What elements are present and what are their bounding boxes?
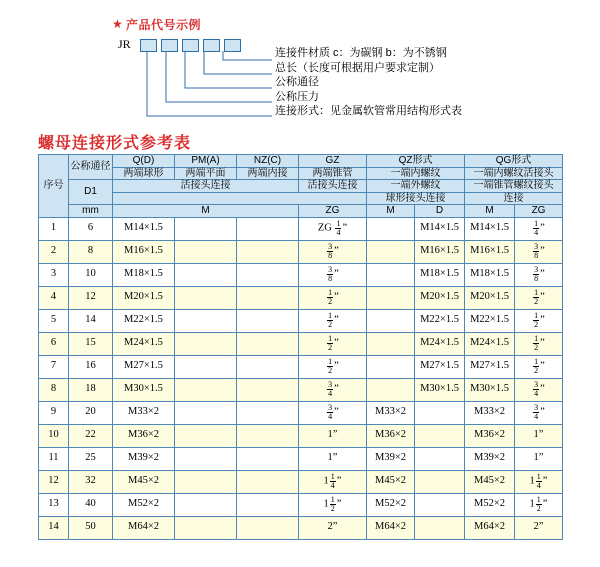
cell-qg-m: M64×2	[465, 516, 515, 539]
table-row	[39, 332, 563, 355]
cell-qz-m	[367, 378, 415, 401]
cell-qg-zg: $\frac{3}{8}$ ”	[515, 263, 563, 286]
cell-gz: $\frac{3}{4}$ ”	[299, 378, 367, 401]
cell-qg-m: M45×2	[465, 470, 515, 493]
cell-index: 5	[39, 309, 69, 332]
cell-dn: 10	[69, 263, 113, 286]
cell-qz-d: M27×1.5	[415, 355, 465, 378]
cell-qz-m: M52×2	[367, 493, 415, 516]
table-row	[39, 493, 563, 516]
cell-q: M39×2	[113, 447, 175, 470]
table-row	[39, 286, 563, 309]
cell-gz: $\frac{3}{4}$ ”	[299, 401, 367, 424]
cell-dn: 6	[69, 217, 113, 240]
cell-pm	[175, 286, 237, 309]
cell-qz-d	[415, 493, 465, 516]
cell-dn: 40	[69, 493, 113, 516]
cell-dn: 8	[69, 240, 113, 263]
cell-nz	[237, 240, 299, 263]
cell-qz-m: M39×2	[367, 447, 415, 470]
cell-index: 13	[39, 493, 69, 516]
cell-qz-m	[367, 263, 415, 286]
cell-gz: 1”	[299, 447, 367, 470]
cell-pm	[175, 424, 237, 447]
cell-pm	[175, 470, 237, 493]
table-row	[39, 401, 563, 424]
table-header-row-4	[39, 192, 563, 205]
nut-connection-table	[38, 154, 563, 540]
cell-nz	[237, 493, 299, 516]
subheader-qg-shape: 一端内螺纹活接头	[465, 167, 563, 180]
group-header-qz: QZ形式	[367, 155, 465, 168]
cell-gz: $\frac{1}{2}$ ”	[299, 355, 367, 378]
cell-q: M27×1.5	[113, 355, 175, 378]
cell-q: M64×2	[113, 516, 175, 539]
cell-nz	[237, 309, 299, 332]
table-row	[39, 240, 563, 263]
cell-dn: 25	[69, 447, 113, 470]
cell-qg-m: M52×2	[465, 493, 515, 516]
cell-qg-zg: 1 $\frac{1}{4}$ ”	[515, 470, 563, 493]
unit-qg-m: M	[465, 205, 515, 218]
cell-pm	[175, 516, 237, 539]
cell-qg-zg: $\frac{3}{4}$ ”	[515, 378, 563, 401]
table-row	[39, 378, 563, 401]
cell-qz-d	[415, 424, 465, 447]
legend-item-nominal-diameter: 公称通径	[275, 76, 319, 88]
unit-m: M	[113, 205, 299, 218]
cell-dn: 14	[69, 309, 113, 332]
table-row	[39, 355, 563, 378]
cell-index: 11	[39, 447, 69, 470]
cell-index: 6	[39, 332, 69, 355]
table-row	[39, 217, 563, 240]
cell-gz: $\frac{1}{2}$ ”	[299, 286, 367, 309]
cell-qg-m: M33×2	[465, 401, 515, 424]
cell-qz-m: M64×2	[367, 516, 415, 539]
cell-dn: 15	[69, 332, 113, 355]
cell-index: 4	[39, 286, 69, 309]
cell-nz	[237, 424, 299, 447]
cell-nz	[237, 447, 299, 470]
cell-index: 10	[39, 424, 69, 447]
cell-gz: 1”	[299, 424, 367, 447]
cell-qz-d: M24×1.5	[415, 332, 465, 355]
legend-item-length: 总长（长度可根据用户要求定制）	[275, 61, 440, 74]
cell-qg-zg: $\frac{1}{2}$ ”	[515, 332, 563, 355]
cell-qg-m: M14×1.5	[465, 217, 515, 240]
cell-q: M18×1.5	[113, 263, 175, 286]
cell-qz-d: M30×1.5	[415, 378, 465, 401]
cell-q: M33×2	[113, 401, 175, 424]
cell-qz-m	[367, 286, 415, 309]
cell-index: 2	[39, 240, 69, 263]
cell-pm	[175, 309, 237, 332]
cell-index: 1	[39, 217, 69, 240]
cell-qg-m: M20×1.5	[465, 286, 515, 309]
cell-qz-m	[367, 309, 415, 332]
cell-qz-d: M20×1.5	[415, 286, 465, 309]
cell-qz-m	[367, 240, 415, 263]
cell-nz	[237, 286, 299, 309]
cell-pm	[175, 263, 237, 286]
cell-index: 8	[39, 378, 69, 401]
cell-gz: $\frac{1}{2}$ ”	[299, 332, 367, 355]
cell-pm	[175, 401, 237, 424]
star-icon: ★	[112, 17, 123, 31]
cell-qz-m	[367, 355, 415, 378]
legend-item-material: 连接件材质 c：为碳钢 b：为不锈钢	[275, 47, 447, 59]
cell-qg-m: M18×1.5	[465, 263, 515, 286]
group-header-qg: QG形式	[465, 155, 563, 168]
table-row	[39, 263, 563, 286]
cell-index: 3	[39, 263, 69, 286]
subheader-gz-shape: 两端锥管	[299, 167, 367, 180]
cell-qz-d	[415, 516, 465, 539]
cell-qz-m: M36×2	[367, 424, 415, 447]
subheader-pm-shape: 两端平面	[175, 167, 237, 180]
cell-nz	[237, 355, 299, 378]
cell-dn: 18	[69, 378, 113, 401]
cell-qg-m: M16×1.5	[465, 240, 515, 263]
unit-qz-d: D	[415, 205, 465, 218]
cell-qg-zg: $\frac{1}{2}$ ”	[515, 309, 563, 332]
cell-q: M36×2	[113, 424, 175, 447]
cell-gz: $\frac{3}{8}$ ”	[299, 240, 367, 263]
subheader-qz-external-thread: 一端外螺纹	[367, 180, 465, 193]
cell-gz: $\frac{1}{2}$ ”	[299, 309, 367, 332]
cell-qg-zg: $\frac{3}{8}$ ”	[515, 240, 563, 263]
cell-qg-m: M27×1.5	[465, 355, 515, 378]
cell-q: M14×1.5	[113, 217, 175, 240]
cell-q: M20×1.5	[113, 286, 175, 309]
cell-nz	[237, 516, 299, 539]
cell-qg-m: M22×1.5	[465, 309, 515, 332]
diagram-legend	[275, 46, 462, 119]
nut-connection-table-wrapper	[38, 154, 562, 540]
cell-qz-m: M45×2	[367, 470, 415, 493]
cell-index: 7	[39, 355, 69, 378]
unit-qg-zg: ZG	[515, 205, 563, 218]
cell-pm	[175, 355, 237, 378]
subheader-qz-shape: 一端内螺纹	[367, 167, 465, 180]
cell-nz	[237, 332, 299, 355]
cell-pm	[175, 378, 237, 401]
subheader-blank	[113, 192, 367, 205]
cell-pm	[175, 240, 237, 263]
subheader-gz-joint: 活接头连接	[299, 180, 367, 193]
cell-qg-zg: 2”	[515, 516, 563, 539]
cell-qz-d	[415, 447, 465, 470]
cell-qg-zg: $\frac{1}{2}$ ”	[515, 355, 563, 378]
cell-nz	[237, 217, 299, 240]
subheader-live-joint: 活接头连接	[113, 180, 299, 193]
subheader-d1: D1	[69, 180, 113, 205]
group-header-nz: NZ(C)	[237, 155, 299, 168]
cell-qg-zg: 1 $\frac{1}{2}$ ”	[515, 493, 563, 516]
table-row	[39, 424, 563, 447]
cell-dn: 12	[69, 286, 113, 309]
cell-gz: 1 $\frac{1}{4}$ ”	[299, 470, 367, 493]
cell-qg-zg: 1”	[515, 424, 563, 447]
cell-gz: ZG $\frac{1}{4}$ ”	[299, 217, 367, 240]
cell-qz-d: M14×1.5	[415, 217, 465, 240]
cell-q: M22×1.5	[113, 309, 175, 332]
table-header-row-2	[39, 167, 563, 180]
group-header-q: Q(D)	[113, 155, 175, 168]
cell-qz-d: M22×1.5	[415, 309, 465, 332]
code-prefix-label: JR	[118, 37, 131, 51]
cell-qg-zg: $\frac{1}{2}$ ”	[515, 286, 563, 309]
cell-dn: 50	[69, 516, 113, 539]
cell-q: M30×1.5	[113, 378, 175, 401]
legend-item-connection-type: 连接形式：见金属软管常用结构形式表	[275, 105, 462, 117]
cell-pm	[175, 493, 237, 516]
subheader-nz-shape: 两端内接	[237, 167, 299, 180]
col-index-header: 序号	[39, 155, 69, 218]
cell-index: 12	[39, 470, 69, 493]
cell-qg-zg: 1”	[515, 447, 563, 470]
diagram-title: 产品代号示例	[126, 18, 202, 32]
cell-qz-d: M16×1.5	[415, 240, 465, 263]
cell-dn: 32	[69, 470, 113, 493]
cell-qg-zg: $\frac{3}{4}$ ”	[515, 401, 563, 424]
cell-q: M52×2	[113, 493, 175, 516]
cell-nz	[237, 263, 299, 286]
cell-pm	[175, 332, 237, 355]
cell-gz: 2”	[299, 516, 367, 539]
subheader-qg-connect: 连接	[465, 192, 563, 205]
group-header-gz: GZ	[299, 155, 367, 168]
cell-gz: $\frac{3}{8}$ ”	[299, 263, 367, 286]
subheader-qg-taper-joint: 一端锥管螺纹接头	[465, 180, 563, 193]
cell-dn: 22	[69, 424, 113, 447]
table-row	[39, 309, 563, 332]
table-header-row-1	[39, 155, 563, 168]
unit-mm: mm	[69, 205, 113, 218]
table-header-row-5	[39, 205, 563, 218]
cell-nz	[237, 401, 299, 424]
cell-q: M16×1.5	[113, 240, 175, 263]
cell-qz-d	[415, 401, 465, 424]
cell-nz	[237, 378, 299, 401]
cell-dn: 20	[69, 401, 113, 424]
cell-qz-m	[367, 332, 415, 355]
cell-q: M45×2	[113, 470, 175, 493]
page-title: 螺母连接形式参考表	[38, 135, 192, 152]
table-row	[39, 516, 563, 539]
cell-dn: 16	[69, 355, 113, 378]
cell-qg-zg: $\frac{1}{4}$ ”	[515, 217, 563, 240]
cell-qg-m: M30×1.5	[465, 378, 515, 401]
cell-qg-m: M39×2	[465, 447, 515, 470]
group-header-pm: PM(A)	[175, 155, 237, 168]
cell-qg-m: M24×1.5	[465, 332, 515, 355]
unit-zg: ZG	[299, 205, 367, 218]
subheader-q-shape: 两端球形	[113, 167, 175, 180]
cell-index: 9	[39, 401, 69, 424]
cell-qz-m	[367, 217, 415, 240]
cell-qz-d: M18×1.5	[415, 263, 465, 286]
table-header-row-3	[39, 180, 563, 193]
cell-nz	[237, 470, 299, 493]
cell-pm	[175, 217, 237, 240]
cell-q: M24×1.5	[113, 332, 175, 355]
cell-qz-d	[415, 470, 465, 493]
cell-index: 14	[39, 516, 69, 539]
table-row	[39, 470, 563, 493]
cell-qz-m: M33×2	[367, 401, 415, 424]
table-row	[39, 447, 563, 470]
unit-qz-m: M	[367, 205, 415, 218]
cell-qg-m: M36×2	[465, 424, 515, 447]
subheader-qz-ball-joint: 球形接头连接	[367, 192, 465, 205]
legend-item-nominal-pressure: 公称压力	[275, 90, 319, 103]
product-code-diagram	[0, 0, 600, 128]
table-body	[39, 217, 563, 539]
cell-pm	[175, 447, 237, 470]
col-dn-header: 公称通径	[69, 155, 113, 180]
cell-gz: 1 $\frac{1}{2}$ ”	[299, 493, 367, 516]
